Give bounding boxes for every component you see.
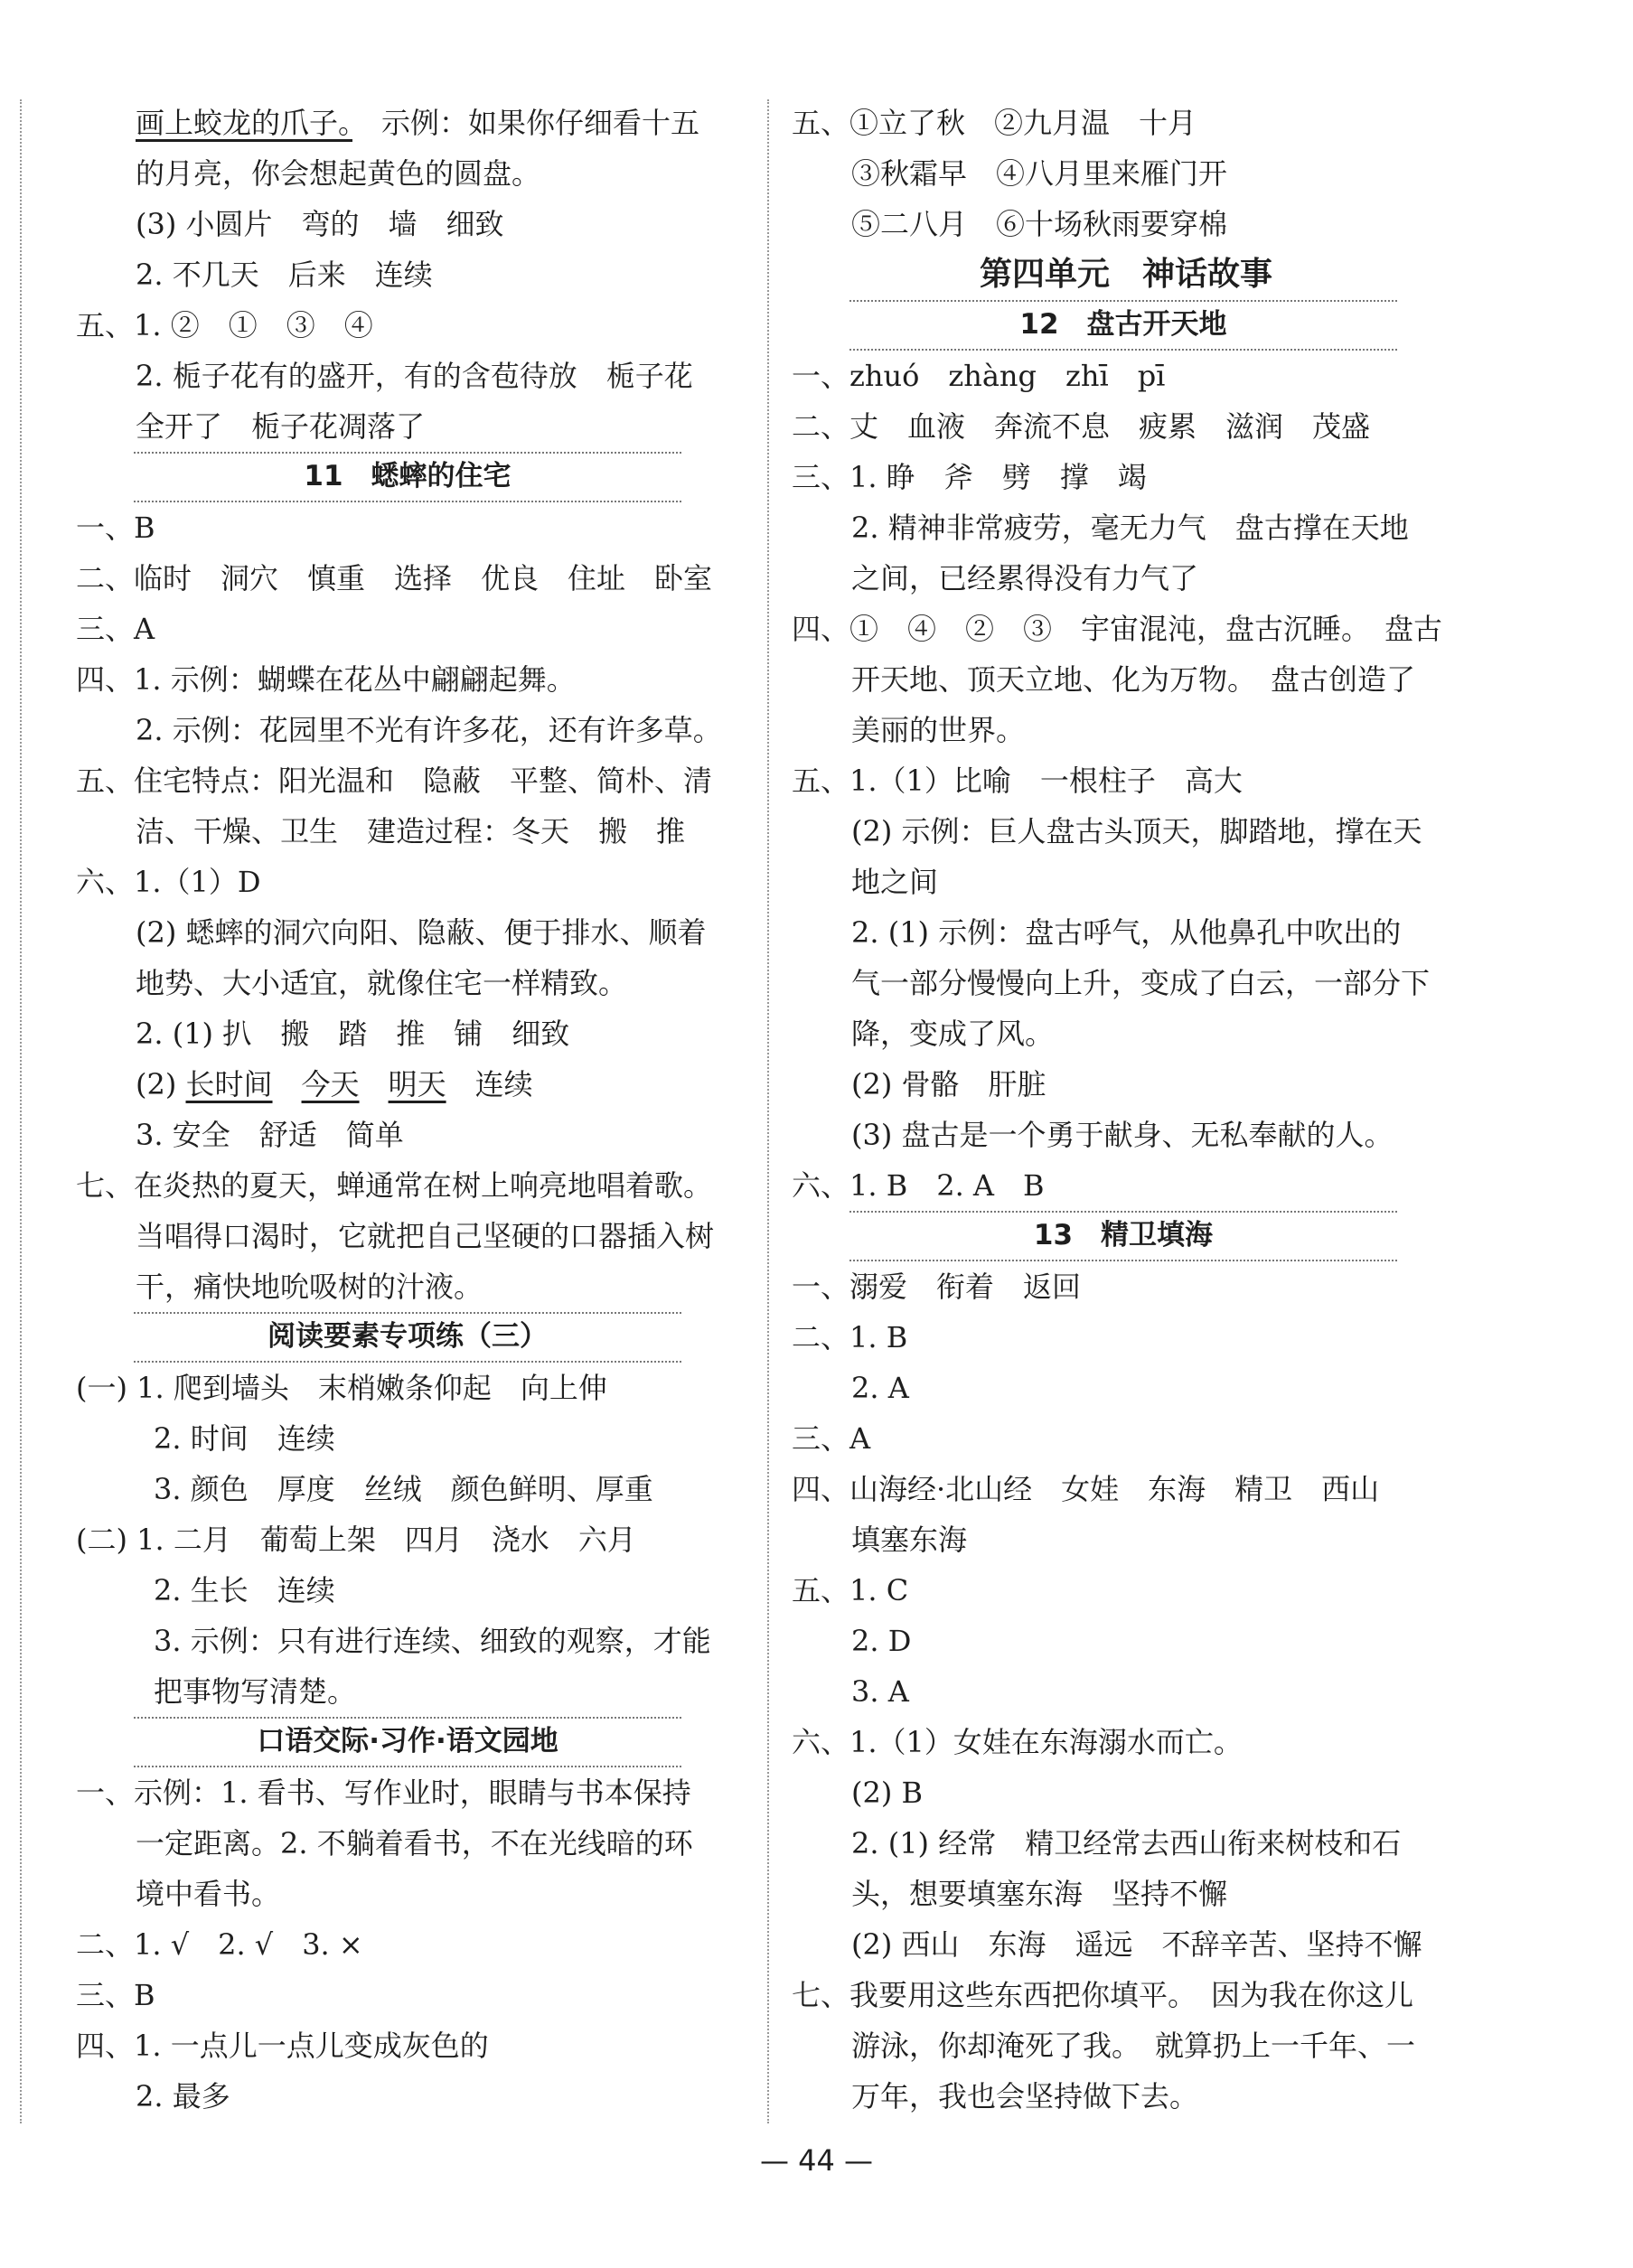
answer-line: 一定距离。2. 不躺着看书，不在光线暗的环 bbox=[136, 1826, 693, 1860]
answer-line: 气一部分慢慢向上升，变成了白云，一部分下 bbox=[851, 966, 1431, 1000]
answer-line: 2. 不几天 后来 连续 bbox=[136, 258, 433, 292]
answer-line: (二) 1. 二月 葡萄上架 四月 浇水 六月 bbox=[76, 1523, 636, 1557]
answer-line: 2. 时间 连续 bbox=[154, 1421, 335, 1456]
answer-line: 万年，我也会坚持做下去。 bbox=[851, 2079, 1199, 2113]
section-heading-lesson-11: 11 蟋蟀的住宅 bbox=[134, 452, 681, 502]
answer-line: 3. 颜色 厚度 丝绒 颜色鲜明、厚重 bbox=[154, 1472, 653, 1506]
answer-line: 2. 示例：花园里不光有许多花，还有许多草。 bbox=[136, 713, 722, 747]
answer-line: 五、①立了秋 ②九月温 十月 bbox=[792, 106, 1197, 140]
answer-line: 二、1. B bbox=[792, 1320, 908, 1354]
answer-line: ⑤二八月 ⑥十场秋雨要穿棉 bbox=[851, 207, 1228, 241]
answer-line: 2. (1) 示例：盘古呼气，从他鼻孔中吹出的 bbox=[851, 915, 1402, 950]
underlined-answer: 画上蛟龙的爪子。 bbox=[136, 106, 353, 140]
answer-line: 2. (1) 扒 搬 踏 推 铺 细致 bbox=[136, 1017, 570, 1051]
answer-line: 全开了 栀子花凋落了 bbox=[136, 409, 426, 444]
underlined-answer: 长时间 bbox=[185, 1067, 273, 1101]
section-heading-reading: 阅读要素专项练（三） bbox=[134, 1312, 681, 1363]
answer-line: 地势、大小适宜，就像住宅一样精致。 bbox=[136, 966, 628, 1000]
section-heading-lesson-12: 12 盘古开天地 bbox=[849, 300, 1397, 351]
answer-line: 2. 精神非常疲劳，毫无力气 盘古撑在天地 bbox=[851, 511, 1409, 545]
answer-line: 当唱得口渴时，它就把自己坚硬的口器插入树 bbox=[136, 1219, 715, 1253]
answer-line: 境中看书。 bbox=[136, 1877, 281, 1911]
answer-line: 一、zhuó zhàng zhī pī bbox=[792, 359, 1166, 393]
answer-line: (2) 西山 东海 遥远 不辞辛苦、坚持不懈 bbox=[851, 1927, 1422, 1962]
answer-line: 3. A bbox=[851, 1674, 909, 1709]
answer-text: 连续 bbox=[474, 1067, 533, 1101]
section-heading-oral: 口语交际·习作·语文园地 bbox=[134, 1717, 681, 1767]
answer-line: 一、示例：1. 看书、写作业时，眼睛与书本保持 bbox=[76, 1776, 691, 1810]
answer-line: 3. 安全 舒适 简单 bbox=[136, 1118, 404, 1152]
answer-line: 二、临时 洞穴 慎重 选择 优良 住址 卧室 bbox=[76, 561, 713, 595]
answer-line: 开天地、顶天立地、化为万物。 盘古创造了 bbox=[851, 662, 1416, 697]
answer-line: 四、山海经·北山经 女娃 东海 精卫 西山 bbox=[792, 1472, 1380, 1506]
answer-line: 2. D bbox=[851, 1624, 912, 1658]
answer-line: 三、B bbox=[76, 1978, 155, 2012]
answer-line: 六、1. B 2. A B bbox=[792, 1168, 1045, 1203]
underlined-answer: 今天 bbox=[301, 1067, 360, 1101]
answer-line: 3. 示例：只有进行连续、细致的观察，才能 bbox=[154, 1624, 711, 1658]
answer-line: 之间，已经累得没有力气了 bbox=[851, 561, 1199, 595]
answer-line: (2) 示例：巨人盘古头顶天，脚踏地，撑在天 bbox=[851, 814, 1422, 848]
section-heading-lesson-13: 13 精卫填海 bbox=[849, 1211, 1397, 1261]
column-divider bbox=[767, 99, 769, 2123]
answer-line: 六、1.（1）女娃在东海溺水而亡。 bbox=[792, 1725, 1243, 1759]
answer-line: 干，痛快地吮吸树的汁液。 bbox=[136, 1270, 483, 1304]
right-column bbox=[792, 98, 1460, 2122]
answer-line: (一) 1. 爬到墙头 末梢嫩条仰起 向上伸 bbox=[76, 1371, 607, 1405]
answer-line: 四、1. 一点儿一点儿变成灰色的 bbox=[76, 2029, 489, 2063]
answer-line: 五、1. ② ① ③ ④ bbox=[76, 308, 373, 342]
answer-line: 三、A bbox=[76, 612, 155, 646]
answer-line: 地之间 bbox=[851, 865, 939, 899]
answer-line: 五、1. C bbox=[792, 1573, 909, 1607]
answer-line: 的月亮，你会想起黄色的圆盘。 bbox=[136, 156, 541, 191]
answer-line: 游泳，你却淹死了我。 就算扔上一千年、一 bbox=[851, 2029, 1416, 2063]
unit-heading: 第四单元 神话故事 bbox=[979, 256, 1272, 293]
answer-line: 五、1.（1）比喻 一根柱子 高大 bbox=[792, 764, 1243, 798]
answer-line: ③秋霜早 ④八月里来雁门开 bbox=[851, 156, 1228, 191]
answer-line: 五、住宅特点：阳光温和 隐蔽 平整、简朴、清 bbox=[76, 764, 713, 798]
answer-line: 三、1. 睁 斧 劈 撑 竭 bbox=[792, 460, 1147, 494]
answer-line: 三、A bbox=[792, 1421, 871, 1456]
answer-line: (2) B bbox=[851, 1776, 924, 1810]
answer-line: 四、① ④ ② ③ 宇宙混沌，盘古沉睡。 盘古 bbox=[792, 612, 1443, 646]
left-column bbox=[76, 98, 745, 2122]
answer-line: 把事物写清楚。 bbox=[154, 1674, 357, 1709]
page-number: — 44 — bbox=[759, 2143, 874, 2178]
answer-line: 二、1. √ 2. √ 3. × bbox=[76, 1927, 363, 1962]
answer-line: 美丽的世界。 bbox=[851, 713, 1026, 747]
answer-line: 洁、干燥、卫生 建造过程：冬天 搬 推 bbox=[136, 814, 686, 848]
answer-line: 填塞东海 bbox=[851, 1523, 968, 1557]
answer-text: 示例：如果你仔细看十五 bbox=[352, 106, 700, 140]
answer-line: 2. 生长 连续 bbox=[154, 1573, 335, 1607]
answer-line bbox=[76, 1059, 745, 1110]
margin-dotted-rule bbox=[20, 99, 22, 2123]
answer-text: (2) bbox=[136, 1067, 186, 1101]
answer-line: 2. A bbox=[851, 1371, 909, 1405]
answer-line: (2) 骨骼 肝脏 bbox=[851, 1067, 1046, 1101]
answer-line: (2) 蟋蟀的洞穴向阳、隐蔽、便于排水、顺着 bbox=[136, 915, 707, 950]
answer-line: 一、B bbox=[76, 511, 155, 545]
answer-line: 一、溺爱 衔着 返回 bbox=[792, 1270, 1082, 1304]
answer-line bbox=[76, 98, 745, 148]
answer-line: (3) 盘古是一个勇于献身、无私奉献的人。 bbox=[851, 1118, 1394, 1152]
answer-line: 2. 栀子花有的盛开，有的含苞待放 栀子花 bbox=[136, 359, 693, 393]
answer-line: 2. (1) 经常 精卫经常去西山衔来树枝和石 bbox=[851, 1826, 1402, 1860]
answer-line: 四、1. 示例：蝴蝶在花丛中翩翩起舞。 bbox=[76, 662, 576, 697]
answer-line: 七、我要用这些东西把你填平。 因为我在你这儿 bbox=[792, 1978, 1414, 2012]
answer-line: 2. 最多 bbox=[136, 2079, 230, 2113]
answer-line: 降，变成了风。 bbox=[851, 1017, 1055, 1051]
answer-line: 头，想要填塞东海 坚持不懈 bbox=[851, 1877, 1228, 1911]
answer-line: 六、1.（1）D bbox=[76, 865, 261, 899]
underlined-answer: 明天 bbox=[388, 1067, 446, 1101]
answer-line: (3) 小圆片 弯的 墙 细致 bbox=[136, 207, 504, 241]
answer-line: 二、丈 血液 奔流不息 疲累 滋润 茂盛 bbox=[792, 409, 1371, 444]
answer-line: 七、在炎热的夏天，蝉通常在树上响亮地唱着歌。 bbox=[76, 1168, 713, 1203]
